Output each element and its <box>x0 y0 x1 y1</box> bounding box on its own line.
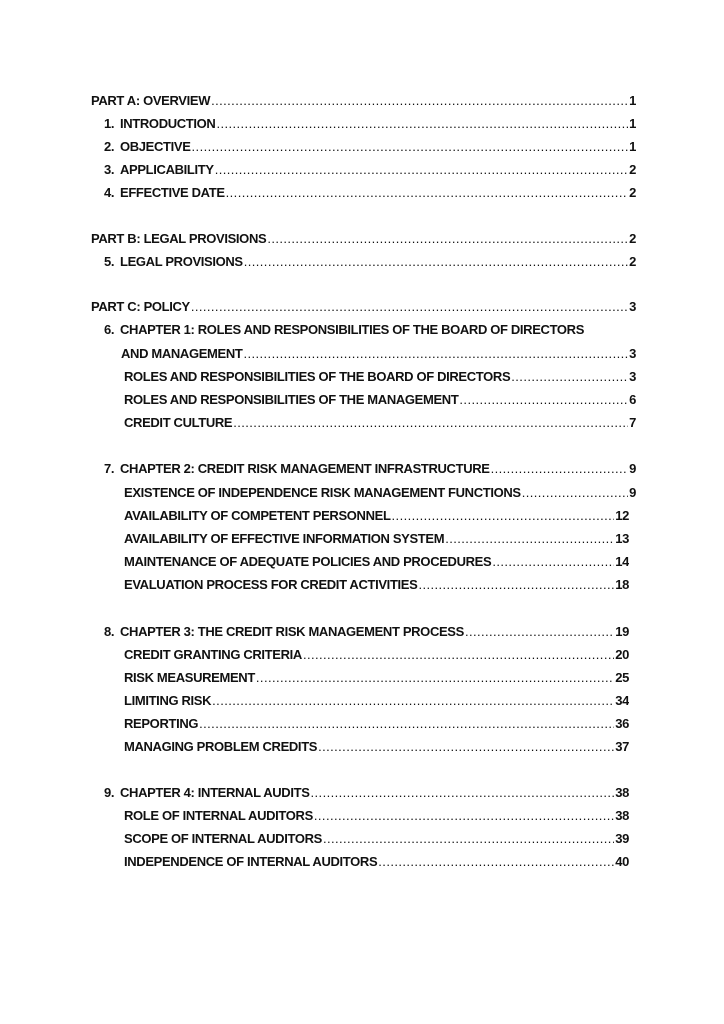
toc-page-number: 34 <box>615 693 629 708</box>
toc-item-applicability[interactable] <box>104 162 636 178</box>
toc-page-number: 2 <box>629 185 636 200</box>
dot-leader <box>303 647 614 663</box>
dot-leader <box>491 461 629 477</box>
dot-leader <box>212 693 614 709</box>
dot-leader <box>418 577 614 593</box>
dot-leader <box>216 116 628 132</box>
toc-label: MANAGING PROBLEM CREDITS <box>124 739 318 754</box>
toc-page-number: 3 <box>629 346 636 361</box>
dot-leader <box>314 808 614 824</box>
toc-label: APPLICABILITY <box>120 162 214 177</box>
toc-subitem-competent-personnel[interactable] <box>124 508 629 524</box>
toc-label: REPORTING <box>124 716 199 731</box>
dot-leader <box>465 624 614 640</box>
toc-page-number: 7 <box>629 415 636 430</box>
toc-item-introduction[interactable] <box>104 116 636 132</box>
toc-label: LIMITING RISK <box>124 693 212 708</box>
dot-leader <box>244 254 628 270</box>
toc-subitem-independence-auditors[interactable] <box>124 854 629 870</box>
dot-leader <box>311 785 615 801</box>
toc-number: 1. <box>104 116 115 131</box>
dot-leader <box>243 346 628 362</box>
dot-leader <box>318 739 614 755</box>
toc-page-number: 6 <box>629 392 636 407</box>
toc-label: MAINTENANCE OF ADEQUATE POLICIES AND PROCEDURES <box>124 554 492 569</box>
toc-label: CREDIT CULTURE <box>124 415 233 430</box>
toc-label: LEGAL PROVISIONS <box>120 254 243 269</box>
toc-part-b[interactable] <box>91 231 636 247</box>
toc-page-number: 3 <box>629 369 636 384</box>
toc-label: PART C: POLICY <box>91 299 190 314</box>
toc-label: OBJECTIVE <box>120 139 191 154</box>
toc-page-number: 36 <box>615 716 629 731</box>
toc-label: CHAPTER 3: THE CREDIT RISK MANAGEMENT PROCESS <box>120 624 464 639</box>
toc-subitem-board-roles[interactable] <box>124 369 636 385</box>
toc-page-number: 9 <box>629 485 636 500</box>
toc-subitem-credit-culture[interactable] <box>124 415 636 431</box>
toc-label: ROLES AND RESPONSIBILITIES OF THE BOARD OF DIRECTORS <box>124 369 511 384</box>
toc-page-number: 1 <box>629 139 636 154</box>
toc-page-number: 1 <box>629 93 636 108</box>
toc-number: 5. <box>104 254 115 269</box>
dot-leader <box>267 231 628 247</box>
toc-subitem-information-system[interactable] <box>124 531 629 547</box>
toc-number: 4. <box>104 185 115 200</box>
toc-label: INTRODUCTION <box>120 116 216 131</box>
toc-item-legal-provisions[interactable] <box>104 254 636 270</box>
toc-page-number: 20 <box>615 647 629 662</box>
dot-leader <box>211 93 628 109</box>
dot-leader <box>392 508 615 524</box>
toc-page-number: 40 <box>615 854 629 869</box>
toc-subitem-role-auditors[interactable] <box>124 808 629 824</box>
toc-label: ROLE OF INTERNAL AUDITORS <box>124 808 313 823</box>
toc-subitem-risk-functions[interactable] <box>124 485 636 501</box>
toc-subitem-problem-credits[interactable] <box>124 739 629 755</box>
toc-label: PART A: OVERVIEW <box>91 93 211 108</box>
toc-page-number: 9 <box>629 461 636 476</box>
toc-item-chapter-2[interactable] <box>104 461 636 477</box>
toc-page-number: 12 <box>615 508 629 523</box>
toc-label: CHAPTER 4: INTERNAL AUDITS <box>120 785 310 800</box>
toc-label: AND MANAGEMENT <box>121 346 243 361</box>
toc-label: EXISTENCE OF INDEPENDENCE RISK MANAGEMENT FUNCTIONS <box>124 485 521 500</box>
toc-item-chapter-1-cont[interactable] <box>121 346 636 362</box>
toc-page-number: 1 <box>629 116 636 131</box>
toc-subitem-credit-granting[interactable] <box>124 647 629 663</box>
toc-subitem-policies-procedures[interactable] <box>124 554 629 570</box>
dot-leader <box>492 554 614 570</box>
toc-label: RISK MEASUREMENT <box>124 670 255 685</box>
toc-page-number: 38 <box>615 785 629 800</box>
toc-item-effective-date[interactable] <box>104 185 636 201</box>
toc-number: 8. <box>104 624 115 639</box>
toc-page-number: 13 <box>615 531 629 546</box>
toc-label: PART B: LEGAL PROVISIONS <box>91 231 267 246</box>
toc-number: 6. <box>104 322 115 337</box>
dot-leader <box>323 831 614 847</box>
toc-page-number: 14 <box>615 554 629 569</box>
toc-part-c[interactable] <box>91 299 636 315</box>
toc-label: AVAILABILITY OF EFFECTIVE INFORMATION SYSTEM <box>124 531 445 546</box>
toc-page-number: 37 <box>615 739 629 754</box>
toc-item-objective[interactable] <box>104 139 636 155</box>
toc-label: AVAILABILITY OF COMPETENT PERSONNEL <box>124 508 391 523</box>
dot-leader <box>226 185 628 201</box>
toc-item-chapter-3[interactable] <box>104 624 629 640</box>
toc-page-number: 2 <box>629 231 636 246</box>
dot-leader <box>191 299 628 315</box>
toc-item-chapter-1[interactable] <box>104 322 636 338</box>
dot-leader <box>522 485 628 501</box>
toc-label: CREDIT GRANTING CRITERIA <box>124 647 302 662</box>
dot-leader <box>378 854 614 870</box>
toc-label: INDEPENDENCE OF INTERNAL AUDITORS <box>124 854 378 869</box>
toc-page-number: 19 <box>615 624 629 639</box>
dot-leader <box>192 139 629 155</box>
dot-leader <box>256 670 614 686</box>
dot-leader <box>199 716 614 732</box>
toc-page-number: 38 <box>615 808 629 823</box>
toc-number: 7. <box>104 461 115 476</box>
toc-number: 3. <box>104 162 115 177</box>
toc-label: EFFECTIVE DATE <box>120 185 225 200</box>
toc-item-chapter-4[interactable] <box>104 785 629 801</box>
dot-leader <box>233 415 628 431</box>
toc-label: ROLES AND RESPONSIBILITIES OF THE MANAGEMENT <box>124 392 459 407</box>
toc-label: SCOPE OF INTERNAL AUDITORS <box>124 831 322 846</box>
toc-page-number: 2 <box>629 254 636 269</box>
toc-label: CHAPTER 2: CREDIT RISK MANAGEMENT INFRASTRUCTURE <box>120 461 490 476</box>
toc-subitem-reporting[interactable] <box>124 716 629 732</box>
dot-leader <box>459 392 628 408</box>
dot-leader <box>445 531 614 547</box>
toc-number: 9. <box>104 785 115 800</box>
toc-page-number: 3 <box>629 299 636 314</box>
toc-label: CHAPTER 1: ROLES AND RESPONSIBILITIES OF THE BOARD OF DIRECTORS <box>120 322 585 337</box>
toc-number: 2. <box>104 139 115 154</box>
toc-subitem-scope-auditors[interactable] <box>124 831 629 847</box>
toc-subitem-management-roles[interactable] <box>124 392 636 408</box>
toc-subitem-limiting-risk[interactable] <box>124 693 629 709</box>
toc-page-number: 39 <box>615 831 629 846</box>
toc-page-number: 25 <box>615 670 629 685</box>
toc-subitem-risk-measurement[interactable] <box>124 670 629 686</box>
dot-leader <box>215 162 628 178</box>
toc-label: EVALUATION PROCESS FOR CREDIT ACTIVITIES <box>124 577 418 592</box>
toc-page-number: 2 <box>629 162 636 177</box>
dot-leader <box>511 369 628 385</box>
toc-subitem-evaluation-process[interactable] <box>124 577 629 593</box>
toc-page-number: 18 <box>615 577 629 592</box>
toc-part-a[interactable] <box>91 93 636 109</box>
